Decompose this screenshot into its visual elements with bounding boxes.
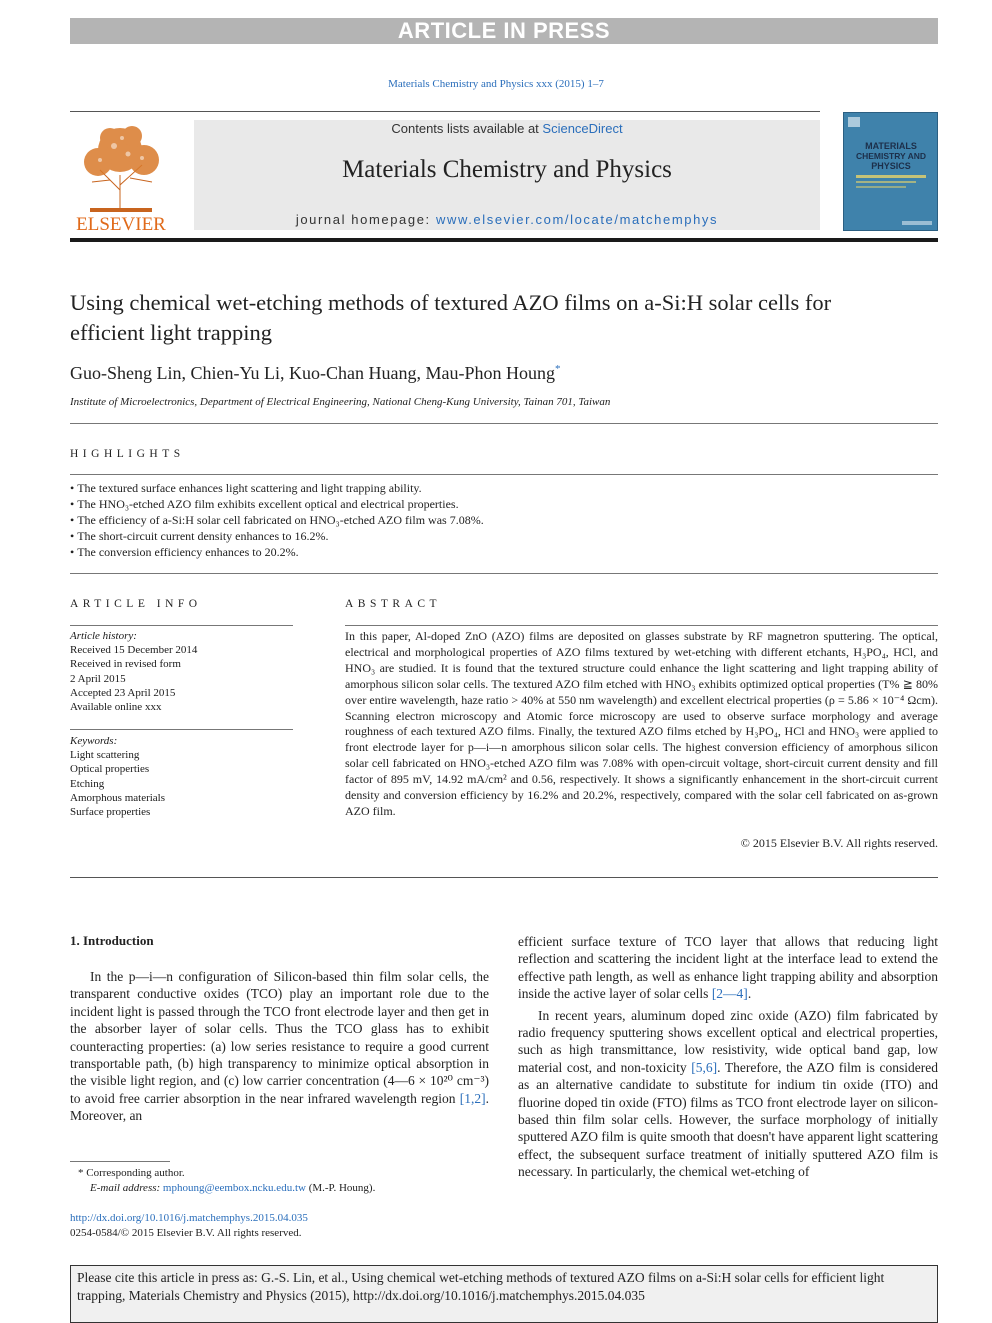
abstract-heading: ABSTRACT — [345, 598, 442, 610]
abstract-copyright: © 2015 Elsevier B.V. All rights reserved. — [740, 836, 938, 850]
history-line: Received in revised form — [70, 658, 181, 671]
keywords-label: Keywords: — [70, 735, 118, 747]
svg-text:PHYSICS: PHYSICS — [871, 161, 911, 171]
corresponding-author-note: * Corresponding author. — [78, 1167, 185, 1179]
doi-block — [70, 1211, 489, 1241]
divider — [70, 474, 938, 475]
divider — [70, 625, 293, 626]
history-label: Article history: — [70, 630, 137, 642]
citation-box: Please cite this article in press as: G.-S. Lin, et al., Using chemical wet-etching methods of textured AZO films on a-Si:H solar cells for efficient light trapping, Materials Chemistry and Physics (2015), http://dx.doi.org/10.1016/j.matchemphys.2015.04.035 — [70, 1265, 938, 1323]
keyword: Etching — [70, 777, 105, 790]
affiliation: Institute of Microelectronics, Department of Electrical Engineering, National Cheng-Kung University, Tainan 701, Taiwan — [70, 396, 611, 408]
paragraph: In the p—i—n configuration of Silicon-based thin film solar cells, the transparent conductive oxides (TCO) play an important role due to the incident light is passed through the TCO front electrode layer and then get in the absorber layer of solar cells. Thus the TCO glass has to exhibit counteracting properties: (a) low series resistance to require a good current transportable path, (b) high transparency to minimize optical absorption in the visible light region, and (c) low carrier concentration (4—6 × 10²⁰ cm⁻³) to avoid free carrier absorption in the near infrared wavelength region [1,2]. Moreover, an — [70, 969, 489, 1124]
paragraph: In recent years, aluminum doped zinc oxide (AZO) film fabricated by radio frequency sputtering shows excellent optical and electrical properties, such as high transmittance, low resistivity, wide optical band gap, low material cost, and non-toxicity [5,6]. Therefore, the AZO film is considered as an alternative candidate to substitute for indium tin oxide (ITO) and fluorine doped tin oxide (FTO) films as TCO front electrode layer on silicon-based thin film solar cells. However, the surface morphology of initially sputtered AZO film is quite smooth that doesn't have apparent light scattering effect, the subsequent surface treatment of initially sputtered AZO film is necessary. In particularly, the chemical wet-etching of — [518, 1007, 939, 1180]
highlights-heading: HIGHLIGHTS — [70, 448, 185, 460]
keywords — [70, 734, 293, 819]
issn-line: 0254-0584/© 2015 Elsevier B.V. All rights reserved. — [70, 1227, 302, 1239]
journal-cover-image — [844, 113, 938, 231]
article-info-heading: ARTICLE INFO — [70, 598, 202, 610]
journal-homepage — [194, 212, 820, 227]
keyword: Amorphous materials — [70, 791, 166, 804]
citation-link[interactable]: [1,2] — [459, 1090, 486, 1106]
article-history — [70, 629, 293, 714]
svg-text:MATERIALS: MATERIALS — [865, 141, 917, 151]
divider — [70, 729, 293, 730]
contents-prefix: Contents lists available at — [391, 121, 543, 136]
doi-link[interactable]: http://dx.doi.org/10.1016/j.matchemphys.2015.04.035 — [70, 1212, 308, 1224]
journal-cover-thumbnail[interactable] — [843, 112, 938, 231]
history-line: Received 15 December 2014 — [70, 644, 198, 657]
elsevier-tree-icon — [70, 120, 172, 234]
homepage-link[interactable]: www.elsevier.com/locate/matchemphys — [435, 212, 719, 227]
homepage-prefix: journal homepage: — [295, 212, 436, 227]
journal-reference-link[interactable]: Materials Chemistry and Physics xxx (2015) 1–7 — [388, 78, 604, 90]
keyword: Surface properties — [70, 806, 151, 819]
email-label: E-mail address: — [90, 1182, 163, 1194]
divider — [70, 877, 938, 878]
footnote-rule — [70, 1161, 170, 1162]
footnote — [70, 1166, 489, 1196]
journal-title: Materials Chemistry and Physics — [342, 156, 672, 183]
highlight-item: • The short-circuit current density enhances to 16.2%. — [70, 528, 938, 544]
article-title: Using chemical wet-etching methods of textured AZO films on a-Si:H solar cells for efficient light trapping — [70, 290, 832, 345]
highlight-item: • The conversion efficiency enhances to 20.2%. — [70, 544, 938, 560]
history-line: Accepted 23 April 2015 — [70, 686, 176, 699]
citation-link[interactable]: [5,6] — [691, 1059, 718, 1075]
keyword: Light scattering — [70, 749, 140, 762]
paragraph: efficient surface texture of TCO layer that allows that reducing light reflection and scattering the incident light at the interface lead to extend the effective path length, as well as enhance light trapping ability and absorption inside the active layer of solar cells [2—4]. — [518, 934, 938, 1002]
highlights-list — [70, 480, 938, 560]
header-divider — [70, 111, 820, 112]
contents-line — [194, 121, 820, 136]
elsevier-wordmark: ELSEVIER — [76, 214, 166, 234]
history-line: Available online xxx — [70, 701, 162, 714]
elsevier-logo[interactable] — [70, 120, 172, 234]
divider — [70, 423, 938, 424]
svg-text:CHEMISTRY AND: CHEMISTRY AND — [855, 151, 927, 161]
section-heading-introduction: 1. Introduction — [70, 933, 154, 948]
body-column-right — [518, 933, 938, 1181]
abstract-text: In this paper, Al-doped ZnO (AZO) films are deposited on glasses substrate by RF magnetron sputtering. The optical, electrical and morphological properties of AZO films textured by wet-etching with different etchants, H₃PO₄, HCl, and HNO₃ are studied. It is found that the textured structure could enhance the light scattering and light trapping ability of amorphous silicon solar cells. The textured AZO film etched with HNO₃ exhibits optimized optical properties (T% ≧ 80% over entire wavelength, haze ratio > 40% at 550 nm wavelength) and excellent electrical properties (ρ = 5.86 × 10⁻⁴ Ωcm). Scanning electron microscopy and Atomic force microscopy are used to observe surface morphology and average roughness of each textured AZO films. Finally, the textured AZO films etched by H₃PO₄, HCl and HNO₃ were applied to front electrode layer for p—i—n amorphous silicon solar cells. The highest conversion efficiency of amorphous silicon solar cell fabricated on HNO₃-etched AZO film was 7.08% with open-circuit voltage, short-circuit current density and fill factor of 895 mV, 14.92 mA/cm² and 0.56, respectively. It shows a significantly enhancement in the short-circuit current density and conversion efficiency by 16.2% and 20.2%, respectively, compared with the solar cell fabricated on as-grown AZO film. — [345, 629, 938, 818]
history-line: 2 April 2015 — [70, 672, 126, 685]
author-list — [70, 363, 938, 384]
authors-names: Guo-Sheng Lin, Chien-Yu Li, Kuo-Chan Huang, Mau-Phon Houng — [70, 363, 555, 383]
email-link[interactable]: mphoung@eembox.ncku.edu.tw — [162, 1182, 306, 1194]
divider — [70, 573, 938, 574]
article-in-press-banner: ARTICLE IN PRESS — [70, 18, 938, 44]
header-thick-rule — [70, 238, 938, 242]
email-line: E-mail address: mphoung@eembox.ncku.edu.tw (M.-P. Houng). — [90, 1182, 376, 1194]
corresponding-author-mark[interactable]: * — [554, 363, 561, 375]
highlight-item: • The efficiency of a-Si:H solar cell fabricated on HNO₃-etched AZO film was 7.08%. — [70, 512, 938, 528]
body-column-left — [70, 968, 489, 1125]
divider — [345, 625, 938, 626]
keyword: Optical properties — [70, 763, 150, 776]
citation-link[interactable]: [2—4] — [711, 986, 748, 1002]
highlight-item: • The textured surface enhances light scattering and light trapping ability. — [70, 480, 938, 496]
sciencedirect-link[interactable]: ScienceDirect — [542, 121, 623, 136]
highlight-item: • The HNO₃-etched AZO film exhibits excellent optical and electrical properties. — [70, 496, 938, 512]
